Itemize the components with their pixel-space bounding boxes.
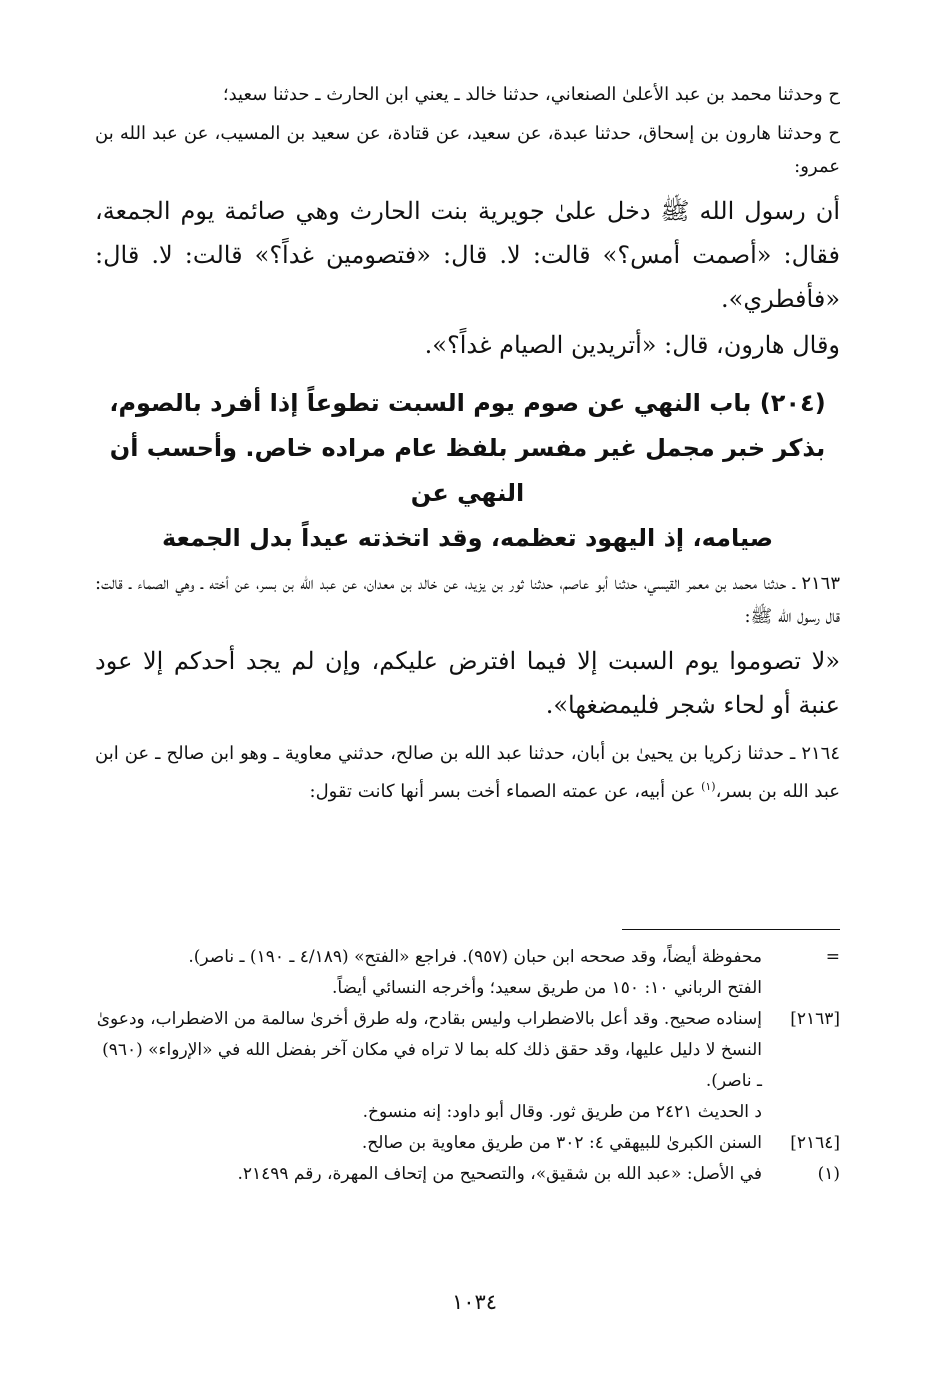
footnote-text: السنن الكبرىٰ للبيهقي ٤: ٣٠٢ من طريق معاوية بن صالح. (361, 1133, 762, 1153)
footnote-mark: = (825, 947, 840, 967)
isnad-paragraph-2: ح وحدثنا هارون بن إسحاق، حدثنا عبدة، عن سعيد، عن قتادة، عن سعيد بن المسيب، عن عبد الله بن عمرو: (95, 123, 840, 177)
footnote-text: في الأصل: «عبد الله بن شقيق»، والتصحيح من إتحاف المهرة، رقم ٢١٤٩٩. (237, 1164, 762, 1184)
footnotes (95, 942, 840, 1190)
hadith-2164-part-1: ٢١٦٤ ـ حدثنا زكريا بن يحيىٰ بن أبان، حدثنا عبد الله بن صالح، حدثني معاوية ـ وهو ابن صالح ـ عن ابن عبد الله بن بسر، (95, 743, 840, 802)
footnote-continuation (95, 942, 840, 973)
footnote-text: الفتح الرباني ١٠: ١٥٠ من طريق سعيد؛ وأخرجه النسائي أيضاً. (331, 978, 762, 998)
footnote-text: إسناده صحيح. وقد أعل بالاضطراب وليس بقادح، وله طرق أخرىٰ سالمة من الاضطراب، ودعوىٰ النسخ لا دليل عليها، وقد حقق ذلك كله بما لا تراه في مكان آخر بفضل الله في «الإرواء» (٩٦٠) ـ ناصر). (96, 1009, 762, 1091)
chapter-heading (95, 381, 840, 561)
footnote-separator (622, 929, 840, 930)
footnote-2163 (95, 1004, 840, 1097)
footnote-ref-1[interactable]: (١) (701, 780, 716, 793)
footnote-mark: (١) (817, 1164, 840, 1184)
footnote-fath-rabbani (95, 973, 840, 1004)
footnote-abu-dawud (95, 1097, 840, 1128)
footnote-text: محفوظة أيضاً، وقد صححه ابن حبان (٩٥٧). فراجع «الفتح» (٤/١٨٩ ـ ١٩٠) ـ ناصر). (188, 947, 762, 967)
footnote-1 (95, 1159, 840, 1190)
chapter-heading-line-2: بذكر خبر مجمل غير مفسر بلفظ عام مراده خاص. وأحسب أن النهي عن (109, 434, 826, 507)
chapter-heading-line-3: صيامه، إذ اليهود تعظمه، وقد اتخذته عيداً بدل الجمعة (161, 524, 774, 552)
footnote-text: د الحديث ٢٤٢١ من طريق ثور. وقال أبو داود: إنه منسوخ. (362, 1102, 762, 1122)
hadith-2162-text: أن رسول الله ﷺ دخل علىٰ جويرية بنت الحارث وهي صائمة يوم الجمعة، فقال: «أصمت أمس؟» قالت: لا. قال: «فتصومين غداً؟» قالت: لا. قال: «فأفطري». (95, 197, 840, 313)
hadith-2163-isnad: ٢١٦٣ ـ حدثنا محمد بن معمر القيسي، حدثنا أبو عاصم، حدثنا ثور بن يزيد، عن خالد بن معدان، عن عبد الله بن بسر، عن أخته ـ وهي الصماء ـ قالت: قال رسول الله ﷺ: (95, 573, 840, 627)
hadith-2163-text: «لا تصوموا يوم السبت إلا فيما افترض عليكم، وإن لم يجد أحدكم إلا عود عنبة أو لحاء شجر فليمضغها». (95, 647, 840, 719)
hadith-2164-part-2: عن أبيه، عن عمته الصماء أخت بسر أنها كانت تقول: (309, 781, 702, 802)
footnote-mark: [٢١٦٣] (790, 1009, 840, 1029)
page-number: ١٠٣٤ (451, 1290, 498, 1314)
main-text (95, 78, 840, 814)
footnote-mark: [٢١٦٤] (790, 1133, 840, 1153)
isnad-paragraph-1: ح وحدثنا محمد بن عبد الأعلىٰ الصنعاني، حدثنا خالد ـ يعني ابن الحارث ـ حدثنا سعيد؛ (222, 84, 840, 105)
hadith-2164-isnad (95, 737, 840, 808)
chapter-heading-line-1: (٢٠٤) باب النهي عن صوم يوم السبت تطوعاً إذا أفرد بالصوم، (109, 389, 826, 417)
footnote-2164 (95, 1128, 840, 1159)
haroun-text: وقال هارون، قال: «أتريدين الصيام غداً؟». (424, 331, 840, 359)
